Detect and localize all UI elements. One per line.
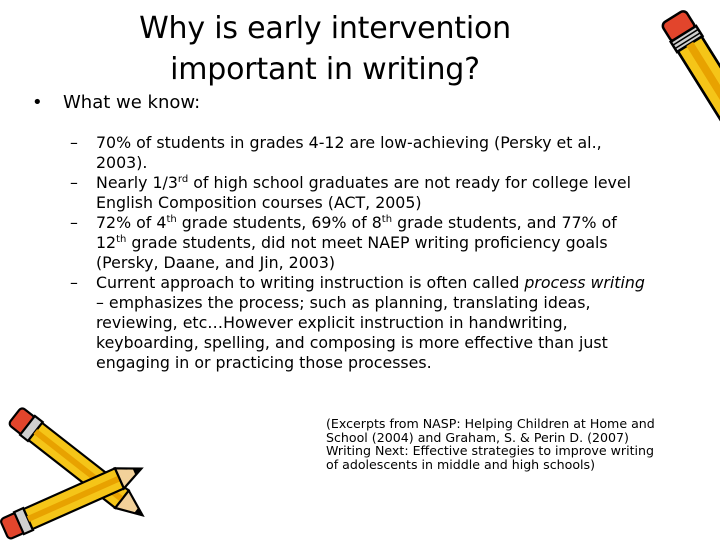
sub-bullet-text: Nearly 1/3 bbox=[96, 173, 178, 192]
slide-title bbox=[100, 8, 550, 90]
dash-marker: – bbox=[70, 133, 78, 152]
top-bullet-text: What we know: bbox=[63, 92, 201, 113]
superscript: rd bbox=[177, 174, 189, 185]
dash-marker: – bbox=[70, 173, 78, 192]
sub-bullet-item bbox=[70, 273, 650, 373]
emphasis-text: process writing bbox=[524, 273, 645, 292]
pencil-icon bbox=[596, 0, 720, 190]
pencils-icon bbox=[0, 404, 150, 540]
sub-bullet-item bbox=[70, 213, 650, 273]
dash-marker: – bbox=[70, 213, 78, 232]
citation-text: (Excerpts from NASP: Helping Children at Home and School (2004) and Graham, S. & Perin D. (2007) Writing Next: Effective strategies to improve writing of adolescents in middle and high schools) bbox=[326, 416, 655, 472]
superscript: th bbox=[166, 214, 177, 225]
sub-bullet-list bbox=[70, 133, 650, 373]
sub-bullet-text: 72% of 4 bbox=[96, 213, 167, 232]
superscript: th bbox=[116, 234, 127, 245]
sub-bullet-text: of high school graduates are not ready for college level English Composition courses (ACT, 2005) bbox=[96, 173, 632, 212]
sub-bullet-item bbox=[70, 173, 650, 213]
sub-bullet-text: grade students, did not meet NAEP writing proficiency goals (Persky, Daane, and Jin, 2003) bbox=[96, 233, 608, 272]
sub-bullet-text: grade students, and 77% of 12 bbox=[96, 213, 617, 252]
sub-bullet-text: grade students, 69% of 8 bbox=[176, 213, 382, 232]
dash-marker: – bbox=[70, 273, 78, 292]
sub-bullet-item bbox=[70, 133, 650, 173]
slide-title-line-1: Why is early intervention bbox=[139, 11, 511, 46]
superscript: th bbox=[381, 214, 393, 225]
sub-bullet-text: – emphasizes the process; such as planning, translating ideas, reviewing, etc…However explicit instruction in handwriting, keyboarding, spelling, and composing is more effective than just engaging in or practicing those processes. bbox=[96, 293, 608, 372]
sub-bullet-text: 70% of students in grades 4-12 are low-achieving (Persky et al., 2003). bbox=[96, 133, 602, 172]
bullet-dot: • bbox=[32, 92, 43, 113]
slide-title-line-2: important in writing? bbox=[170, 52, 480, 87]
sub-bullet-text: Current approach to writing instruction is often called bbox=[96, 273, 525, 292]
